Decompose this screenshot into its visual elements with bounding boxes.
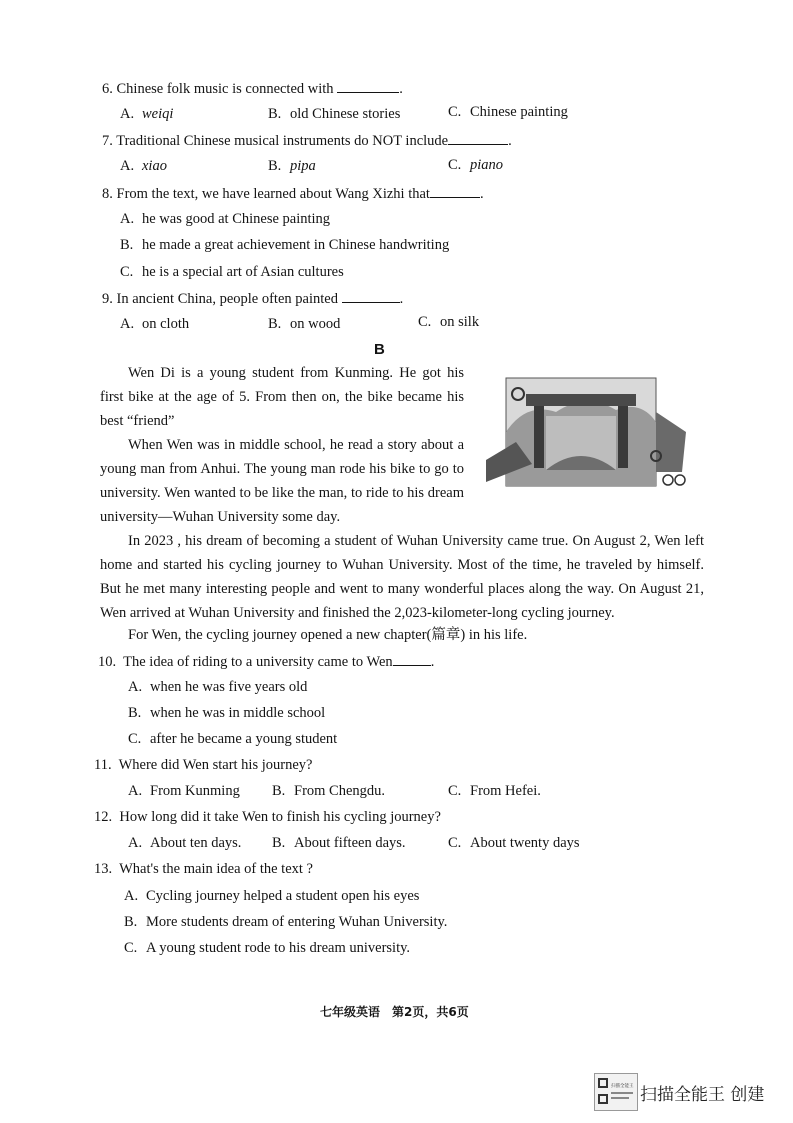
answer-blank bbox=[448, 132, 508, 145]
page-footer: 七年级英语 第2页，共6页 bbox=[320, 1005, 469, 1019]
option-letter: C. bbox=[124, 940, 138, 956]
question-12 bbox=[94, 809, 441, 826]
option-letter: B. bbox=[268, 158, 282, 174]
question-8: 8. From the text, we have learned about Wang Xizhi that . bbox=[102, 186, 484, 202]
option-text: About ten days. bbox=[150, 835, 242, 851]
option-letter: A. bbox=[120, 211, 135, 227]
question-number: 8. bbox=[102, 186, 113, 202]
option-7b bbox=[268, 158, 316, 175]
question-13 bbox=[94, 861, 313, 878]
option-12b bbox=[272, 835, 406, 852]
option-letter: A. bbox=[120, 158, 135, 174]
option-letter: B. bbox=[128, 705, 142, 721]
question-text: Chinese folk music is connected with bbox=[116, 81, 334, 97]
option-8a bbox=[120, 211, 330, 228]
option-text: on silk bbox=[440, 314, 480, 330]
option-text: when he was five years old bbox=[150, 679, 308, 695]
answer-blank bbox=[430, 185, 480, 198]
question-number: 11. bbox=[94, 757, 112, 773]
question-7: 7. Traditional Chinese musical instruments do NOT include . bbox=[102, 133, 512, 149]
option-6b bbox=[268, 106, 400, 123]
option-10b bbox=[128, 705, 325, 722]
option-text: on wood bbox=[290, 316, 341, 332]
question-text: How long did it take Wen to finish his cycling journey? bbox=[119, 809, 441, 825]
question-9: 9. In ancient China, people often painted . bbox=[102, 291, 404, 307]
option-letter: C. bbox=[448, 835, 462, 851]
option-6a bbox=[120, 106, 173, 123]
option-letter: B. bbox=[272, 783, 286, 799]
question-text: What's the main idea of the text ? bbox=[119, 861, 313, 877]
question-text: The idea of riding to a university came to Wen bbox=[123, 654, 393, 670]
scanner-watermark-label: 扫描全能王 创建 bbox=[640, 1085, 765, 1105]
question-6: 6. Chinese folk music is connected with . bbox=[102, 81, 403, 97]
option-text: From Chengdu. bbox=[294, 783, 386, 799]
option-letter: B. bbox=[120, 237, 134, 253]
option-text: xiao bbox=[142, 158, 167, 174]
option-11c bbox=[448, 783, 541, 800]
passage-paragraph-4: For Wen, the cycling journey opened a new chapter(篇章) in his life. bbox=[128, 627, 528, 643]
question-number: 6. bbox=[102, 81, 113, 97]
option-text: Chinese painting bbox=[470, 104, 568, 120]
question-10: 10. The idea of riding to a university came to Wen . bbox=[98, 654, 435, 670]
option-text: pipa bbox=[290, 158, 316, 174]
option-letter: B. bbox=[268, 106, 282, 122]
option-11a bbox=[128, 783, 240, 800]
question-number: 12. bbox=[94, 809, 113, 825]
option-text: About twenty days bbox=[470, 835, 580, 851]
option-text: More students dream of entering Wuhan University. bbox=[146, 914, 448, 930]
section-heading: B bbox=[374, 341, 385, 358]
option-7a bbox=[120, 158, 167, 175]
passage-paragraph-2: When Wen was in middle school, he read a story about a young man from Anhui. The young man rode his bike to go to university. Wen wanted to be like the man, to ride to his dream university—Wuhan University some day. bbox=[100, 437, 464, 525]
option-13c bbox=[124, 940, 410, 957]
option-9a bbox=[120, 316, 189, 333]
university-gate-illustration bbox=[486, 372, 686, 492]
option-7c bbox=[448, 157, 503, 174]
option-letter: C. bbox=[448, 104, 462, 120]
question-number: 9. bbox=[102, 291, 113, 307]
option-text: Cycling journey helped a student open his eyes bbox=[146, 888, 420, 904]
option-letter: B. bbox=[124, 914, 138, 930]
option-9b bbox=[268, 316, 340, 333]
option-letter: A. bbox=[128, 783, 143, 799]
option-letter: A. bbox=[120, 316, 135, 332]
option-text: weiqi bbox=[142, 106, 174, 122]
passage-paragraph-3: In 2023 , his dream of becoming a student of Wuhan University came true. On August 2, Wen left home and started his cycling journey to Wuhan University. Most of the time, he traveled by himself. But he met many interesting people and went to many wonderful places along the way. On August 21, Wen arrived at Wuhan University and finished the 2,023-kilometer-long cycling journey. bbox=[100, 533, 704, 621]
question-text: Traditional Chinese musical instruments do NOT include bbox=[116, 133, 449, 149]
option-letter: C. bbox=[448, 157, 462, 173]
option-11b bbox=[272, 783, 385, 800]
option-letter: C. bbox=[120, 264, 134, 280]
option-text: piano bbox=[470, 157, 504, 173]
option-letter: B. bbox=[272, 835, 286, 851]
option-6c bbox=[448, 104, 568, 121]
option-letter: A. bbox=[128, 835, 143, 851]
option-text: after he became a young student bbox=[150, 731, 338, 747]
answer-blank bbox=[393, 653, 431, 666]
option-13a bbox=[124, 888, 419, 905]
option-letter: C. bbox=[128, 731, 142, 747]
answer-blank bbox=[342, 290, 400, 303]
question-number: 13. bbox=[94, 861, 113, 877]
option-text: he made a great achievement in Chinese handwriting bbox=[142, 237, 450, 253]
scanner-qr-image bbox=[594, 1073, 638, 1111]
question-text: Where did Wen start his journey? bbox=[118, 757, 313, 773]
question-text: In ancient China, people often painted bbox=[116, 291, 338, 307]
option-letter: A. bbox=[120, 106, 135, 122]
question-number: 10. bbox=[98, 654, 117, 670]
option-10a bbox=[128, 679, 307, 696]
option-text: on cloth bbox=[142, 316, 190, 332]
option-letter: A. bbox=[128, 679, 143, 695]
option-text: From Hefei. bbox=[470, 783, 541, 799]
option-12c bbox=[448, 835, 580, 852]
option-letter: C. bbox=[418, 314, 432, 330]
option-letter: B. bbox=[268, 316, 282, 332]
question-text: From the text, we have learned about Wang Xizhi that bbox=[116, 186, 430, 202]
option-letter: C. bbox=[448, 783, 462, 799]
answer-blank bbox=[337, 80, 399, 93]
option-text: when he was in middle school bbox=[150, 705, 326, 721]
option-13b bbox=[124, 914, 447, 931]
option-letter: A. bbox=[124, 888, 139, 904]
passage-paragraph-1: Wen Di is a young student from Kunming. He got his first bike at the age of 5. From then on, the bike became his best “friend” bbox=[100, 365, 464, 429]
option-9c bbox=[418, 314, 479, 331]
option-8c bbox=[120, 264, 344, 281]
qr-caption: 扫描全能王 bbox=[611, 1084, 634, 1089]
qr-code-icon bbox=[595, 1074, 637, 1110]
question-11 bbox=[94, 757, 312, 774]
option-text: About fifteen days. bbox=[294, 835, 406, 851]
option-12a bbox=[128, 835, 241, 852]
question-number: 7. bbox=[102, 133, 113, 149]
option-text: old Chinese stories bbox=[290, 106, 401, 122]
option-text: he is a special art of Asian cultures bbox=[142, 264, 344, 280]
option-text: A young student rode to his dream university. bbox=[146, 940, 411, 956]
option-text: From Kunming bbox=[150, 783, 240, 799]
option-10c bbox=[128, 731, 337, 748]
option-text: he was good at Chinese painting bbox=[142, 211, 331, 227]
option-8b bbox=[120, 237, 449, 254]
